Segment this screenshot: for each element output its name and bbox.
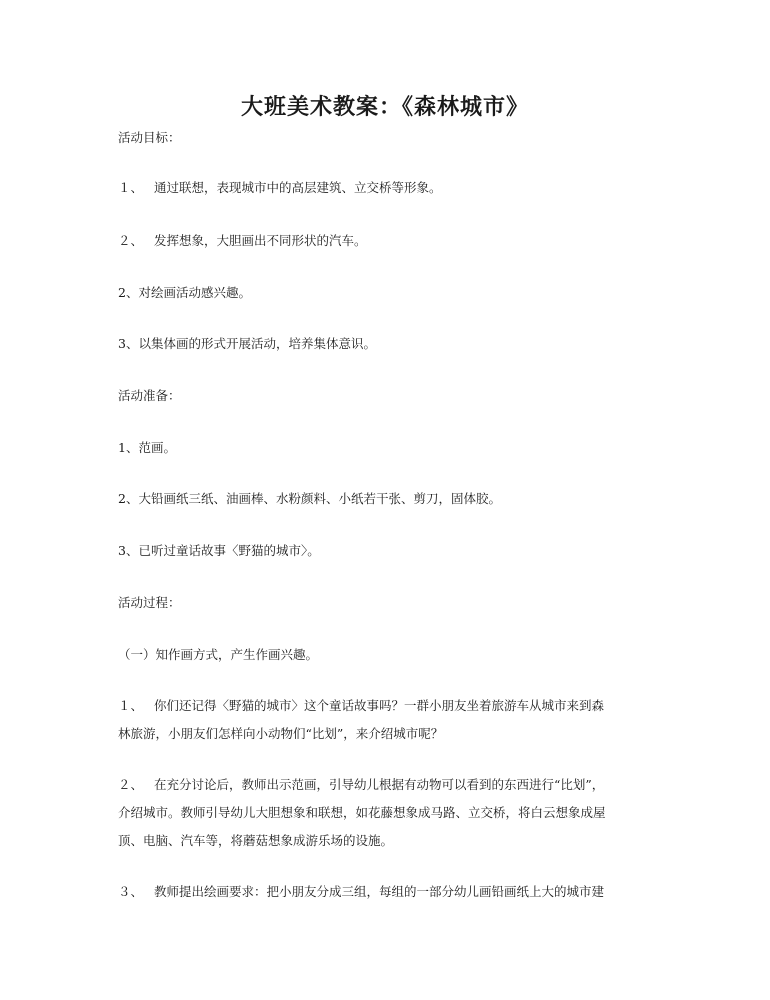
step-3-line-1 [118,878,658,906]
goal-4: 3、以集体画的形式开展活动，培养集体意识。 [118,336,376,351]
prep-1: 1、范画。 [118,440,176,455]
goal-2-text: 发挥想象，大胆画出不同形状的汽车。 [154,233,367,248]
step-3-number: ３、 [118,884,144,899]
step-2-line-3: 顶、电脑、汽车等，将蘑菇想象成游乐场的设施。 [118,833,394,848]
prep-3: 3、已听过童话故事〈野猫的城市〉。 [118,543,320,558]
goal-1-number: １、 [118,180,144,195]
step-2-number: ２、 [118,777,144,792]
goal-2 [118,227,658,255]
goal-1 [118,174,658,202]
step-1-text: 你们还记得〈野猫的城市〉这个童话故事吗？一群小朋友坐着旅游车从城市来到森 [154,698,605,713]
step-2-line-1 [118,771,658,799]
step-1-line-1 [118,692,658,720]
process-heading: 活动过程： [118,595,181,610]
section-1-heading: （一）知作画方式，产生作画兴趣。 [118,647,319,662]
goal-3: 2、对绘画活动感兴趣。 [118,285,251,300]
step-1-number: １、 [118,698,144,713]
step-2-text: 在充分讨论后，教师出示范画，引导幼儿根据有动物可以看到的东西进行“比划”， [154,777,605,792]
step-3-text: 教师提出绘画要求：把小朋友分成三组，每组的一部分幼儿画铅画纸上大的城市建 [154,884,605,899]
step-2-line-2: 介绍城市。教师引导幼儿大胆想象和联想，如花藤想象成马路、立交桥，将白云想象成屋 [118,805,606,820]
prep-2: 2、大铅画纸三纸、油画棒、水粉颜料、小纸若干张、剪刀，固体胶。 [118,491,501,506]
document-title: 大班美术教案：《森林城市》 [240,94,529,120]
goal-1-text: 通过联想，表现城市中的高层建筑、立交桥等形象。 [154,180,442,195]
goal-2-number: ２、 [118,233,144,248]
prep-heading: 活动准备： [118,388,181,403]
step-1-line-2: 林旅游，小朋友们怎样向小动物们“比划”，来介绍城市呢？ [118,726,444,741]
goals-heading: 活动目标： [118,130,181,145]
